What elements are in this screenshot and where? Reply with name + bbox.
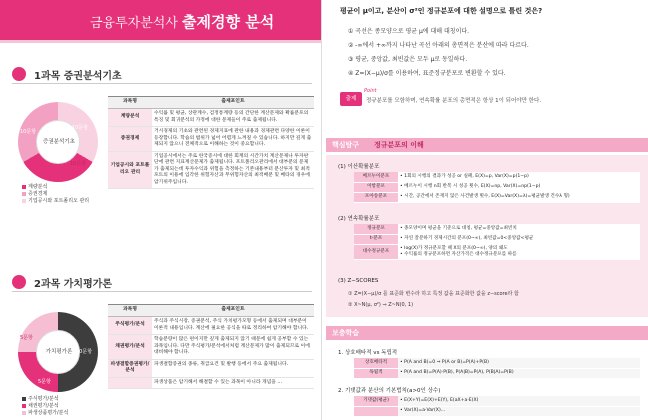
legend-item: 기업공시와 포트폴리오 관리	[22, 198, 89, 205]
answer-option: ① 곡선은 종모양으로 평균 μ에 대해 대칭이다.	[348, 28, 470, 35]
subsection-title: (1) 이산확률분포	[338, 164, 380, 170]
header-main: 출제경향 분석	[182, 13, 275, 31]
donut-seg-label: 10문항	[72, 125, 89, 131]
supplement-header	[326, 326, 648, 340]
table-row: 포아송분포 • 시간, 공간에서 존재지 않은 사건발생 횟수, E(X)=Var(X)=λ(=평균발생 건수λ 형)	[354, 192, 640, 202]
table-row: 계량분석 수익률 및 평균, 상관계수, 검정통계량 등의 간단한 계산문제와 확률분포의 특징 및 회귀분석의 가정에 대한 문제들이 주로 출제됩니다.	[108, 109, 314, 127]
subsection-title: 2. 기댓값과 분산의 기본법칙(a>0인 상수)	[338, 388, 441, 394]
header-prefix: 금융투자분석사	[90, 16, 178, 31]
right-page	[326, 0, 648, 420]
supplement-title: 보충학습	[332, 329, 360, 337]
donut-seg-label: 10문항	[20, 129, 37, 135]
donut-seg-label: 10문항	[70, 161, 87, 167]
supplement2-table	[354, 396, 640, 417]
question-text: 평균이 μ이고, 분산이 σ²인 정규분포에 대한 설명으로 틀린 것은?	[340, 7, 543, 15]
donut-center-label: 증권분석기초	[43, 139, 75, 145]
discrete-table	[354, 172, 640, 203]
hint-badge: 출제	[340, 92, 362, 106]
section2-legend	[22, 396, 68, 417]
subsection-title: (2) 연속확률분포	[338, 216, 380, 222]
table-header: 출제포인트	[152, 97, 314, 109]
answer-option: ③ 평균, 중앙값, 최빈값은 모두 μ로 동일하다.	[348, 56, 468, 63]
table-row: 주식평가/분석 주식과 주식시장, 증권분석, 주식 가치평가모형 등에서 출제되며 대부분이 이론적 내용입니다. 계산에 필요한 공식을 따로 정리하여 암기해야 합니다.	[108, 317, 314, 335]
table-row: 파생상품은 암기해서 해결할 수 있는 과목이 아니라 개념을 ...	[108, 377, 314, 389]
legend-item: 증권경제	[22, 191, 89, 198]
legend-item: 파생상품평가/분석	[22, 410, 68, 417]
section2-title: 2과목 가치평가론	[34, 279, 113, 290]
subsection-title: (3) Z−SCORES	[338, 278, 379, 284]
hint-text: 정규분포를 모함하며, 연속확률 분포의 총면적은 항상 1이 되어야만 한다.	[366, 98, 542, 104]
donut-seg-label: 5문항	[38, 379, 51, 385]
table-row: 파생결합증권평가/분석 파생결합증권의 종류, 취급요건 및 발행 등에서 주요 출제됩니다.	[108, 359, 314, 377]
legend-item: 채권평가/분석	[22, 403, 68, 410]
header-title	[90, 11, 274, 32]
section1-legend	[22, 184, 89, 205]
section1-heading	[12, 64, 312, 84]
page-header	[0, 0, 322, 40]
table-row: 독립적 • P(A and B)=P(A)·P(B), P(A|B)=P(A), P(B|A)=P(B)	[354, 368, 640, 378]
section2-table	[108, 304, 314, 389]
section1-table	[108, 96, 314, 189]
legend-item: 계량분석	[22, 184, 89, 191]
section-bullet-icon	[12, 67, 26, 81]
section2-donut-chart	[18, 312, 98, 392]
hint-point-label: Point	[364, 88, 377, 94]
section1-title: 1과목 증권분석기초	[34, 71, 122, 82]
section1-donut-chart	[18, 102, 98, 182]
donut-seg-label: 10문항	[76, 349, 93, 355]
supplement1-table	[354, 358, 640, 379]
equation-line: ① Z=(X−μ)/σ 를 표준화 변수라 하고 특정 값을 표준화한 값을 z−score라 함	[348, 291, 519, 297]
equation-line: ② X~N(μ, σ²) ⇒ Z~N(0, 1)	[348, 302, 414, 308]
table-row: 증권경제 거시경제의 기초와 관련된 경제지표에 관한 내용과 경제관련 다양한 이론이 등장합니다. 학습의 범위가 넓어 어렵게 느껴질 수 있습니다. 하지만 깊게 출제되지 않으니 전체적으로 이해하는 것이 중요합니다.	[108, 127, 314, 152]
core-header	[326, 138, 648, 152]
core-tag: 핵심탐구	[332, 141, 360, 149]
section2-heading	[12, 272, 312, 292]
donut-center-label: 가치평가론	[45, 349, 73, 355]
table-row: 기업공시와 포트폴리오 관리 기업공시에서는 주로 한국증시에 대한 회계의 시간가치 계산문제나 투자판단에 관련 지표계산문제가 출제됩니다. 포트폴리오관리에서 대부분의 문제가 출제되는데 투자수익과 위험을 측정하는 기본내용부터 분산투자 및 최적포트의 이용에 입각한 위험자산과 무위험자산의 최적배분 및 베타의 경우에 암기위주입니다.	[108, 151, 314, 189]
table-row: • Var(X)=a·Var(X)...	[354, 406, 640, 416]
table-row: t-분포 • 자연 잘분하기 경제시간의 분포(0~∞), 최빈값=0<중앙값<평균	[354, 234, 640, 244]
table-row: 대수정규분포 • log(X)가 정규분포할 때 X의 분포(0~∞), 양의 왜도 • 수익률의 정규분포하면 자산가격은 대수정규분포를 따름	[354, 244, 640, 259]
left-page	[0, 0, 322, 420]
table-row: 채권평가/분석 학습분량이 많은 편이지만 깊게 출제되지 않기 때문에 쉽게 공부할 수 있는 과목입니다. 다만 주식평가/분석에서처럼 계산문제가 많이 출제되므로 이에 대비해야 합니다.	[108, 335, 314, 360]
table-row: 기댓값(평균) • E(X+Y)=E(X)+E(Y), E(aX+a·E(X)	[354, 396, 640, 406]
donut-seg-label: 5문항	[20, 335, 33, 341]
table-header: 출제포인트	[152, 305, 314, 317]
section-bullet-icon	[12, 275, 26, 289]
table-row: 상호배타적 • P(A and B)=0 ⇒ P(A or B)=P(A)+P(B)	[354, 358, 640, 368]
core-title: 정규분포의 이해	[374, 141, 424, 149]
subsection-title: 1. 상호배타적 vs 독립적	[338, 350, 398, 356]
legend-item: 주식평가/분석	[22, 396, 68, 403]
table-row: 베르누이분포 • 1회의 시행의 결과가 성공 or 실패, E(X)=p, Var(X)=p(1−p)	[354, 172, 640, 182]
header-underline	[0, 40, 322, 43]
answer-option: ② -∞에서 +∞까지 나타난 곡선 아래의 총면적은 분산에 따라 다르다.	[348, 42, 529, 49]
continuous-table	[354, 224, 640, 260]
answer-option: ④ Z=(X−μ)/σ를 이용하여, 표준정규분포로 변환할 수 있다.	[348, 70, 506, 77]
table-header: 과목명	[108, 97, 152, 109]
table-row: 이항분포 • 베르누이 시행 n회 반복 시 성공 횟수, E(X)=np, Var(X)=np(1−p)	[354, 182, 640, 192]
table-row: 정규분포 • 종모양이며 평균을 기준으로 대칭, 평균=중앙값=최빈치	[354, 224, 640, 234]
table-header: 과목명	[108, 305, 152, 317]
